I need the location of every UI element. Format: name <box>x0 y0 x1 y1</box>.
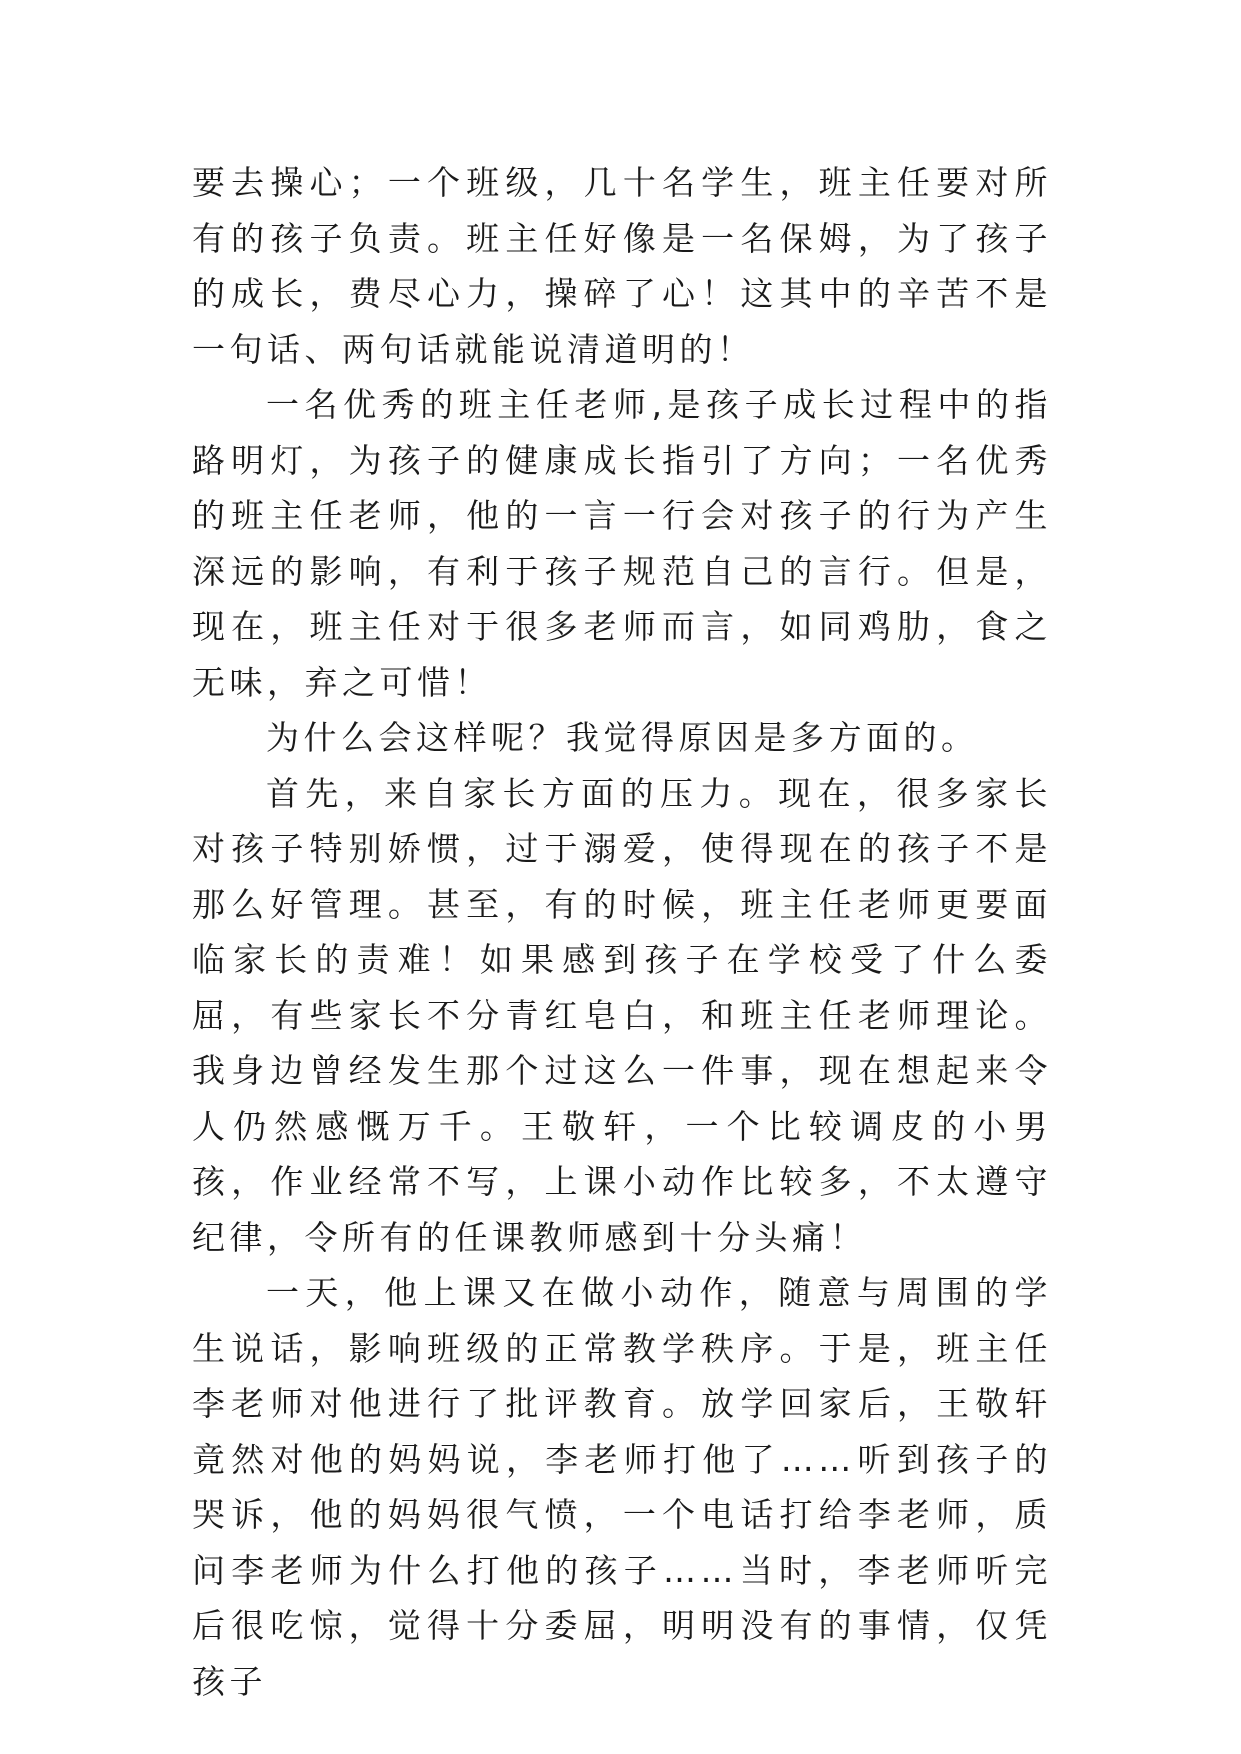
paragraph-2: 一名优秀的班主任老师,是孩子成长过程中的指路明灯，为孩子的健康成长指引了方向；一名优秀的班主任老师，他的一言一行会对孩子的行为产生深远的影响，有利于孩子规范自己的言行。但是，现在，班主任对于很多老师而言，如同鸡肋，食之无味，弃之可惜！ <box>192 385 1052 702</box>
document-body <box>192 155 1052 1709</box>
paragraph-3: 为什么会这样呢？我觉得原因是多方面的。 <box>266 718 979 757</box>
paragraph-1: 要去操心；一个班级，几十名学生，班主任要对所有的孩子负责。班主任好像是一名保姆，为了孩子的成长，费尽心力，操碎了心！这其中的辛苦不是一句话、两句话就能说清道明的！ <box>192 163 1052 369</box>
paragraph-4: 首先，来自家长方面的压力。现在，很多家长对孩子特别娇惯，过于溺爱，使得现在的孩子不是那么好管理。甚至，有的时候，班主任老师更要面临家长的责难！如果感到孩子在学校受了什么委屈，有些家长不分青红皂白，和班主任老师理论。我身边曾经发生那个过这么一件事，现在想起来令人仍然感慨万千。王敬轩，一个比较调皮的小男孩，作业经常不写，上课小动作比较多，不太遵守纪律，令所有的任课教师感到十分头痛！ <box>192 773 1052 1257</box>
paragraph-5: 一天，他上课又在做小动作，随意与周围的学生说话，影响班级的正常教学秩序。于是，班主任李老师对他进行了批评教育。放学回家后，王敬轩竟然对他的妈妈说，李老师打他了……听到孩子的哭诉，他的妈妈很气愤，一个电话打给李老师，质问李老师为什么打他的孩子……当时，李老师听完后很吃惊，觉得十分委屈，明明没有的事情，仅凭孩子 <box>192 1273 1052 1701</box>
